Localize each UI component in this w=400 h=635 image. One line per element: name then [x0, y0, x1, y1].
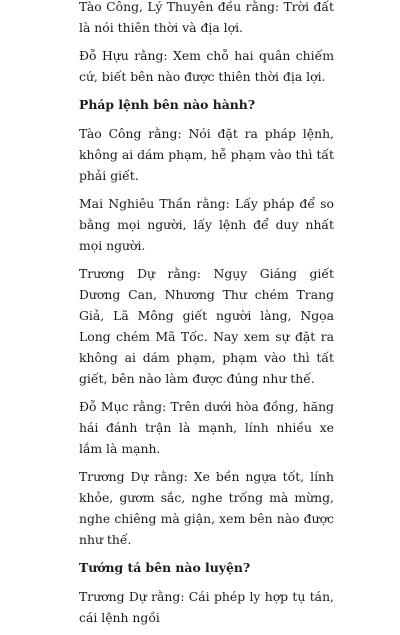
- section-heading-phap-lenh: Pháp lệnh bên nào hành?: [79, 97, 256, 112]
- paragraph-3: Tào Công rằng: Nói đặt ra pháp lệnh, không ai dám phạm, hễ phạm vào thì tất phải giết.: [79, 126, 334, 183]
- paragraph-8: Trương Dự rằng: Cái phép ly hợp tụ tán, cái lệnh ngồi: [79, 589, 334, 625]
- paragraph-2: Đỗ Hựu rằng: Xem chỗ hai quân chiếm cứ, biết bên nào được thiên thời địa lợi.: [79, 48, 334, 84]
- paragraph-4: Mai Nghiêu Thần rằng: Lấy pháp để so bằng mọi người, lấy lệnh để duy nhất mọi người.: [79, 196, 334, 253]
- text-column: [79, 0, 334, 635]
- paragraph-1: Tào Công, Lý Thuyên đều rằng: Trời đất là nói thiên thời và địa lợi.: [79, 0, 334, 35]
- paragraph-6: Đỗ Mục rằng: Trên dưới hòa đồng, hăng hái đánh trận là mạnh, lính nhiều xe lắm là mạnh.: [79, 399, 334, 456]
- section-heading-tuong-ta: Tướng tá bên nào luyện?: [79, 560, 251, 575]
- paragraph-7: Trương Dự rằng: Xe bền ngựa tốt, lính khỏe, gươm sắc, nghe trống mà mừng, nghe chiêng mà giận, xem bên nào được như thế.: [79, 469, 334, 547]
- paragraph-5: Trương Dự rằng: Ngụy Giáng giết Dương Can, Nhương Thư chém Trang Giả, Lã Mông giết người làng, Ngọa Long chém Mã Tốc. Nay xem sự đặt ra không ai dám phạm, phạm vào thì tất giết, bên nào làm được đúng như thế.: [79, 266, 334, 386]
